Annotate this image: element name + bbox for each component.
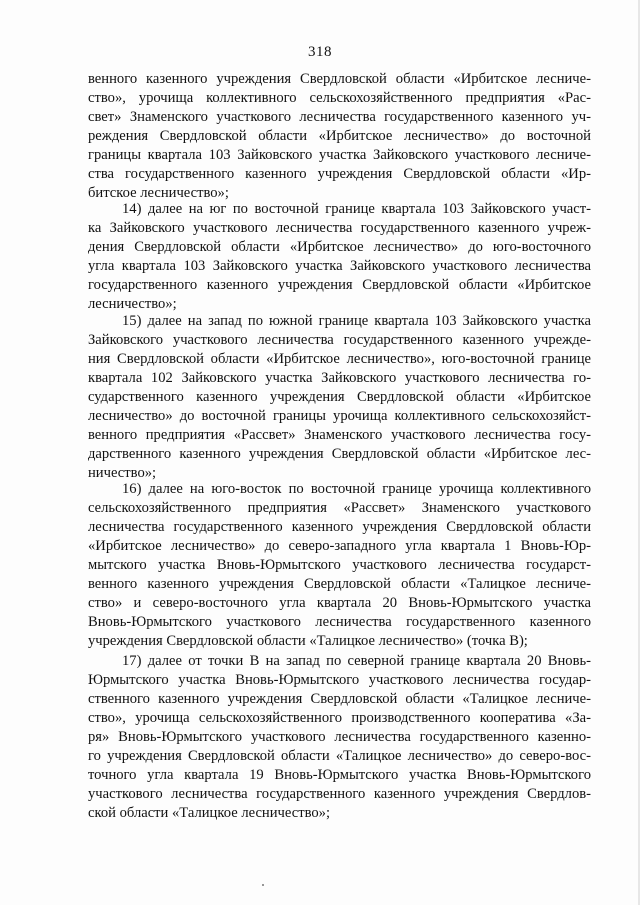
- text-line: дарственного казенного учреждения Свердловской области «Ирбитское лес-: [88, 446, 591, 462]
- text-line: сударственного казенного учреждения Свердловской области «Ирбитское: [88, 389, 591, 405]
- text-line: «Ирбитское лесничество» до северо-западного угла квартала 1 Вновь-Юр-: [88, 538, 591, 554]
- text-line: Юрмытского участка Вновь-Юрмытского участкового лесничества государ-: [88, 672, 591, 688]
- text-line: го учреждения Свердловской области «Талицкое лесничество» до северо-вос-: [88, 748, 591, 764]
- text-line: 16) далее на юго-восток по восточной границе урочища коллективного: [122, 481, 591, 497]
- text-line: ственного казенного учреждения Свердловской области «Талицкое лесниче-: [88, 691, 591, 707]
- text-line: венного казенного учреждения Свердловской области «Талицкое лесниче-: [88, 576, 591, 592]
- text-line: ство», урочища сельскохозяйственного производственного кооператива «За-: [88, 710, 591, 726]
- text-line: венного казенного учреждения Свердловской области «Ирбитское лесниче-: [88, 71, 591, 87]
- text-line: ской области «Талицкое лесничество»;: [88, 805, 331, 821]
- text-line: 15) далее на запад по южной границе квартала 103 Зайковского участка: [122, 313, 591, 329]
- text-line: точного угла квартала 19 Вновь-Юрмытского участка Вновь-Юрмытского: [88, 767, 591, 783]
- text-line: дения Свердловской области «Ирбитское лесничество» до юго-восточного: [88, 239, 591, 255]
- text-line: венного предприятия «Рассвет» Знаменского участкового лесничества госу-: [88, 427, 591, 443]
- text-line: ря» Вновь-Юрмытского участкового лесничества государственного казенно-: [88, 729, 591, 745]
- text-line: государственного казенного учреждения Свердловской области «Ирбитское: [88, 277, 591, 293]
- text-line: ничество»;: [88, 465, 157, 481]
- text-line: битское лесничество»;: [88, 185, 229, 201]
- text-line: свет» Знаменского участкового лесничества государственного казенного уч-: [88, 109, 591, 125]
- text-line: ство», урочища коллективного сельскохозяйственного предприятия «Рас-: [88, 90, 591, 106]
- text-line: лесничество»;: [88, 296, 177, 312]
- text-line: 17) далее от точки В на запад по северной границе квартала 20 Вновь-: [122, 653, 591, 669]
- text-line: сельскохозяйственного предприятия «Рассвет» Знаменского участкового: [88, 500, 591, 516]
- text-line: ка Зайковского участкового лесничества государственного казенного учреж-: [88, 220, 591, 236]
- text-line: мытского участка Вновь-Юрмытского участкового лесничества государст-: [88, 557, 591, 573]
- text-line: границы квартала 103 Зайковского участка Зайковского участкового лесниче-: [88, 147, 591, 163]
- text-line: Зайковского участкового лесничества государственного казенного учрежде-: [88, 332, 591, 348]
- text-line: ства государственного казенного учреждения Свердловской области «Ир-: [88, 166, 591, 182]
- text-line: реждения Свердловской области «Ирбитское лесничество» до восточной: [88, 128, 591, 144]
- text-line: угла квартала 103 Зайковского участка Зайковского участкового лесничества: [88, 258, 591, 274]
- scan-speck: [262, 884, 264, 886]
- text-line: 14) далее на юг по восточной границе квартала 103 Зайковского участ-: [122, 201, 591, 217]
- text-line: квартала 102 Зайковского участка Зайковского участкового лесничества го-: [88, 370, 591, 386]
- text-line: ния Свердловской области «Ирбитское лесничество», юго-восточной границе: [88, 351, 591, 367]
- text-line: участкового лесничества государственного казенного учреждения Свердлов-: [88, 786, 591, 802]
- text-line: ство» и северо-восточного угла квартала 20 Вновь-Юрмытского участка: [88, 595, 591, 611]
- text-line: лесничество» до восточной границы урочища коллективного сельскохозяйст-: [88, 408, 591, 424]
- text-line: лесничества государственного казенного учреждения Свердловской области: [88, 519, 591, 535]
- page-number: 318: [308, 44, 332, 60]
- text-line: Вновь-Юрмытского участкового лесничества государственного казенного: [88, 614, 591, 630]
- text-line: учреждения Свердловской области «Талицкое лесничество» (точка В);: [88, 633, 528, 649]
